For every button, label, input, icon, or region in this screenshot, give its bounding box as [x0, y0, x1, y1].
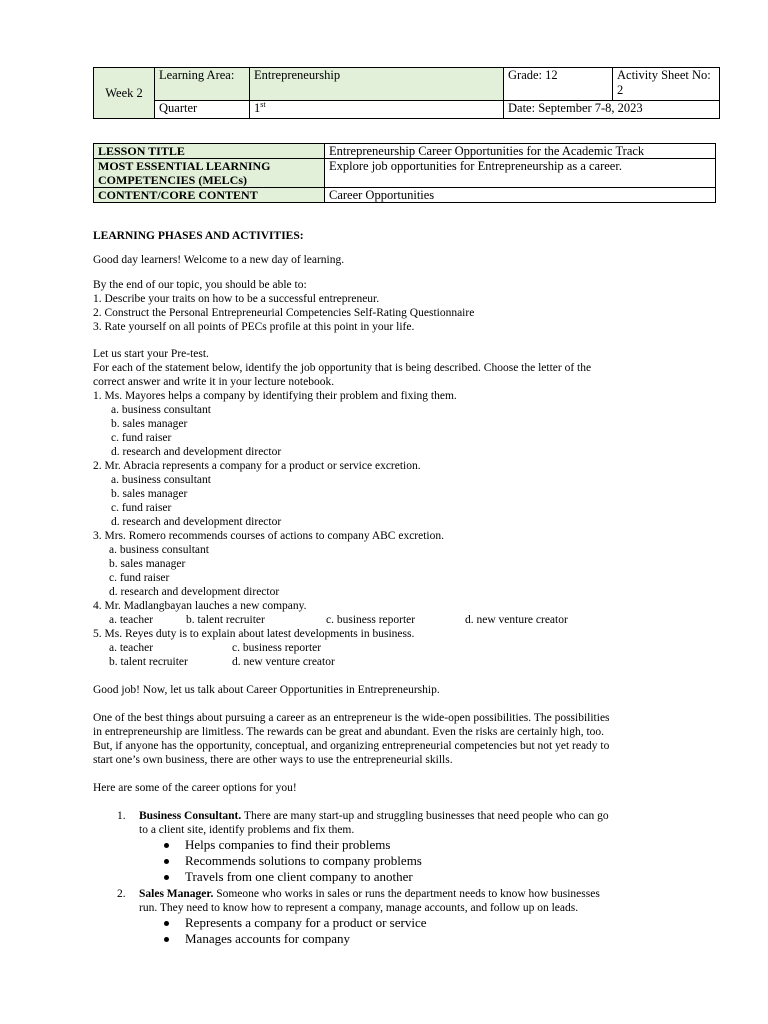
paragraph-line-1: One of the best things about pursuing a career as an entrepreneur is the wide-open possibilities. The possibilities: [93, 712, 610, 724]
question-3: 3. Mrs. Romero recommends courses of actions to company ABC excretion.: [93, 530, 444, 542]
melc-label: MOST ESSENTIAL LEARNING COMPETENCIES (MELCs): [94, 159, 325, 188]
bullet-icon: [164, 859, 169, 864]
activity-sheet-cell: Activity Sheet No: 2: [613, 68, 720, 101]
objective-2: 2. Construct the Personal Entrepreneurial Competencies Self-Rating Questionnaire: [93, 307, 475, 319]
question-5: 5. Ms. Reyes duty is to explain about latest developments in business.: [93, 628, 415, 640]
q5-option-b: b. talent recruiter: [109, 656, 188, 668]
quarter-value: [250, 101, 504, 119]
lesson-table: [93, 143, 716, 203]
content-label: CONTENT/CORE CONTENT: [94, 188, 325, 203]
career-1-number: 1.: [117, 810, 126, 822]
career-1-bullet-2: Recommends solutions to company problems: [185, 853, 422, 868]
career-1-bullet-1: Helps companies to find their problems: [185, 837, 391, 852]
bullet-icon: [164, 937, 169, 942]
phases-heading: LEARNING PHASES AND ACTIVITIES:: [93, 230, 304, 242]
career-2-number: 2.: [117, 888, 126, 900]
melc-value: Explore job opportunities for Entrepreneurship as a career.: [325, 159, 716, 188]
bullet-icon: [164, 875, 169, 880]
objectives-intro: By the end of our topic, you should be able to:: [93, 279, 307, 291]
paragraph-line-3: But, if anyone has the opportunity, conceptual, and organizing entrepreneurial competencies but not yet ready to: [93, 740, 610, 752]
pretest-instruction-1: For each of the statement below, identify the job opportunity that is being described. Choose the letter of the: [93, 362, 592, 374]
objective-1: 1. Describe your traits on how to be a successful entrepreneur.: [93, 293, 380, 305]
pretest-instruction-2: correct answer and write it in your lecture notebook.: [93, 376, 335, 388]
career-2-text: Someone who works in sales or runs the department needs to know how businesses: [213, 888, 600, 900]
learning-area-value: Entrepreneurship: [250, 68, 504, 101]
career-2-bullet-2: Manages accounts for company: [185, 931, 350, 946]
career-options-intro: Here are some of the career options for you!: [93, 782, 297, 794]
lesson-title-value: Entrepreneurship Career Opportunities for the Academic Track: [325, 144, 716, 159]
quarter-label: Quarter: [155, 101, 250, 119]
pretest-intro: Let us start your Pre-test.: [93, 348, 209, 360]
grade-cell: Grade: 12: [504, 68, 613, 101]
question-4: 4. Mr. Madlangbayan lauches a new company.: [93, 600, 307, 612]
date-cell: Date: September 7-8, 2023: [504, 101, 720, 119]
q1-option-b: b. sales manager: [111, 418, 188, 430]
q4-option-b: b. talent recruiter: [186, 614, 265, 626]
week-cell: [94, 68, 155, 119]
q5-option-d: d. new venture creator: [232, 656, 335, 668]
bullet-icon: [164, 843, 169, 848]
q2-option-c: c. fund raiser: [111, 502, 172, 514]
question-1: 1. Ms. Mayores helps a company by identifying their problem and fixing them.: [93, 390, 457, 402]
q4-option-d: d. new venture creator: [465, 614, 568, 626]
q5-option-c: c. business reporter: [232, 642, 322, 654]
q3-option-b: b. sales manager: [109, 558, 186, 570]
greeting: Good day learners! Welcome to a new day of learning.: [93, 254, 345, 266]
career-2-bullet-1: Represents a company for a product or service: [185, 915, 427, 930]
q1-option-c: c. fund raiser: [111, 432, 172, 444]
career-1-line-1: [139, 809, 609, 823]
q2-option-b: b. sales manager: [111, 488, 188, 500]
good-job-text: Good job! Now, let us talk about Career Opportunities in Entrepreneurship.: [93, 684, 440, 696]
q4-option-a: a. teacher: [109, 614, 154, 626]
paragraph-line-4: start one’s own business, there are other ways to use the entrepreneurial skills.: [93, 754, 453, 766]
objective-3: 3. Rate yourself on all points of PECs profile at this point in your life.: [93, 321, 415, 333]
header-table: [93, 67, 720, 119]
quarter-suffix: st: [260, 99, 266, 109]
q5-option-a: a. teacher: [109, 642, 154, 654]
quarter-number: 1: [254, 101, 261, 115]
career-2-line-2: run. They need to know how to represent a company, manage accounts, and follow up on leads.: [139, 902, 579, 914]
content-value: Career Opportunities: [325, 188, 716, 203]
question-2: 2. Mr. Abracia represents a company for a product or service excretion.: [93, 460, 421, 472]
q2-option-d: d. research and development director: [111, 516, 282, 528]
career-2-line-1: [139, 887, 600, 901]
q1-option-d: d. research and development director: [111, 446, 282, 458]
career-1-title: Business Consultant.: [139, 810, 242, 822]
q3-option-d: d. research and development director: [109, 586, 280, 598]
learning-area-label: Learning Area:: [155, 68, 250, 101]
career-2-title: Sales Manager.: [139, 888, 214, 900]
lesson-title-label: LESSON TITLE: [94, 144, 325, 159]
q3-option-c: c. fund raiser: [109, 572, 170, 584]
bullet-icon: [164, 921, 169, 926]
q4-option-c: c. business reporter: [326, 614, 416, 626]
week-label: Week 2: [105, 85, 143, 100]
q3-option-a: a. business consultant: [109, 544, 209, 556]
career-1-line-2: to a client site, identify problems and fix them.: [139, 824, 355, 836]
q2-option-a: a. business consultant: [111, 474, 211, 486]
career-1-text: There are many start-up and struggling businesses that need people who can go: [241, 810, 609, 822]
paragraph-line-2: in entrepreneurship are limitless. The rewards can be great and abundant. Even the risks are certainly high, too.: [93, 726, 605, 738]
q1-option-a: a. business consultant: [111, 404, 211, 416]
career-1-bullet-3: Travels from one client company to another: [185, 869, 413, 884]
